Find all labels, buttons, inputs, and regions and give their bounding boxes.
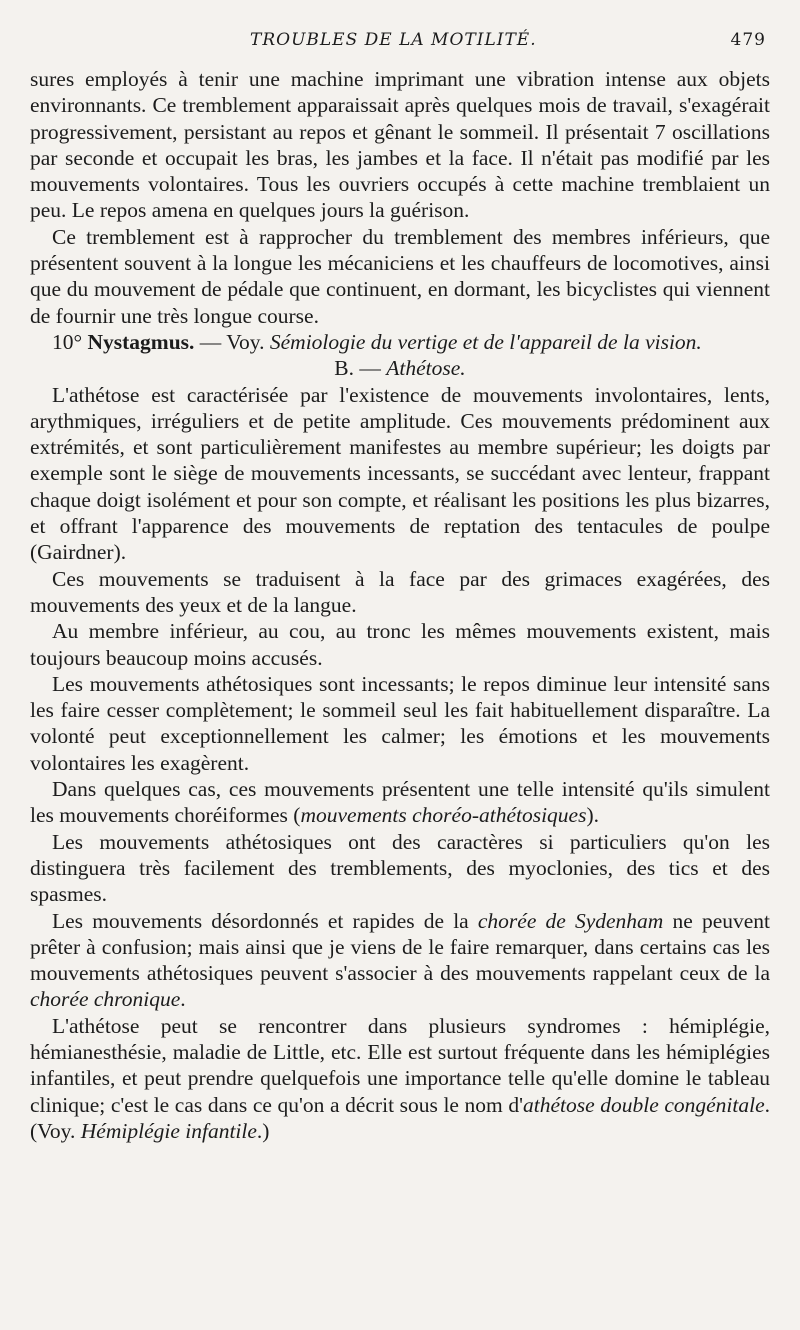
section-title: Athétose.: [386, 356, 466, 381]
section-label: B. —: [334, 356, 387, 381]
paragraph-distinction: Les mouvements athétosiques ont des caractères si particuliers qu'on les distinguera très facilement des tremblements, des myoclonies, des tics et des spasmes.: [30, 829, 770, 907]
paragraph-nystagmus: [30, 329, 770, 355]
running-title: TROUBLES DE LA MOTILITÉ.: [250, 30, 537, 50]
paragraph-intensity: [30, 776, 770, 829]
text-run: ne peuvent prêter à confusion; mais ainsi que je viens de le faire remarquer, dans certains cas les mouvements athétosiques peuvent s'associer à des mouvements rappelant ceux de la: [30, 908, 770, 986]
text-run: .): [256, 1118, 270, 1143]
paragraph-face: Ces mouvements se traduisent à la face par des grimaces exagérées, des mouvements des yeux et de la langue.: [30, 566, 770, 617]
text-run: ).: [586, 803, 600, 828]
page-body: [30, 66, 770, 1144]
text-run: L'athétose peut se rencontrer dans plusieurs syndromes : hémiplégie, hémianesthésie, maladie de Little, etc. Elle est surtout fréquente dans les hémiplégies infantiles, et peut prendre quelquefois une importance telle qu'elle domine le tableau clinique; c'est le cas dans ce qu'on a décrit sous le nom d': [30, 1013, 770, 1117]
text-run: Dans quelques cas, ces mouvements présentent une telle intensité qu'ils simulent les mouvements choréiformes (: [30, 777, 770, 828]
page-number: 479: [730, 30, 766, 50]
item-number: 10°: [52, 329, 83, 354]
paragraph-tremor-comparison: Ce tremblement est à rapprocher du tremblement des membres inférieurs, que présentent souvent à la longue les mécaniciens et les chauffeurs de locomotives, ainsi que du mouvement de pédale que continuent, en dormant, les bicyclistes qui viennent de fournir une très longue course.: [30, 224, 770, 328]
text-run: Les mouvements désordonnés et rapides de la: [52, 908, 478, 933]
italic-term: Hémiplégie infantile: [80, 1118, 257, 1143]
paragraph-chorea: [30, 908, 770, 1013]
item-dash: — Voy.: [194, 329, 270, 354]
paragraph-syndromes: [30, 1013, 770, 1144]
italic-term: chorée de Sydenham: [477, 908, 664, 933]
section-heading: [30, 355, 770, 381]
item-term: Nystagmus.: [87, 329, 195, 354]
italic-term: chorée chronique: [30, 987, 181, 1012]
italic-term: mouvements choréo-athétosiques: [300, 803, 587, 828]
paragraph-continuation: sures employés à tenir une machine imprimant une vibration intense aux objets environnants. Ce tremblement apparaissait après quelques mois de travail, s'exagérait progressivement, persistant au repos et gênant le sommeil. Il présentait 7 oscillations par seconde et occupait les bras, les jambes et la face. Il n'était pas modifié par les mouvements volontaires. Tous les ouvriers occupés à cette machine tremblaient un peu. Le repos amena en quelques jours la guérison.: [30, 67, 770, 223]
italic-term: athétose double congénitale: [522, 1092, 765, 1117]
text-run: . (Voy.: [30, 1092, 770, 1143]
paragraph-athetose-definition: L'athétose est caractérisée par l'existence de mouvements involontaires, lents, arythmiques, irréguliers et de petite amplitude. Ces mouvements prédominent aux extrémités, et sont particulièrement manifestes au membre supérieur; les doigts par exemple sont le siège de mouvements incessants, se succédant avec lenteur, frappant chaque doigt isolément et pour son compte, et réalisant les positions les plus bizarres, et offrant l'apparence des mouvements de reptation des tentacules de poulpe (Gairdner).: [30, 382, 770, 565]
paragraph-incessant: Les mouvements athétosiques sont incessants; le repos diminue leur intensité sans les faire cesser complètement; le sommeil seul les fait habituellement disparaître. La volonté peut exceptionnellement les calmer; les émotions et les mouvements volontaires les exagèrent.: [30, 671, 770, 775]
text-run: .: [180, 987, 186, 1012]
item-reference: Sémiologie du vertige et de l'appareil de la vision.: [269, 329, 702, 354]
running-header: [0, 30, 800, 56]
paragraph-lower-limb: Au membre inférieur, au cou, au tronc les mêmes mouvements existent, mais toujours beaucoup moins accusés.: [30, 619, 770, 670]
